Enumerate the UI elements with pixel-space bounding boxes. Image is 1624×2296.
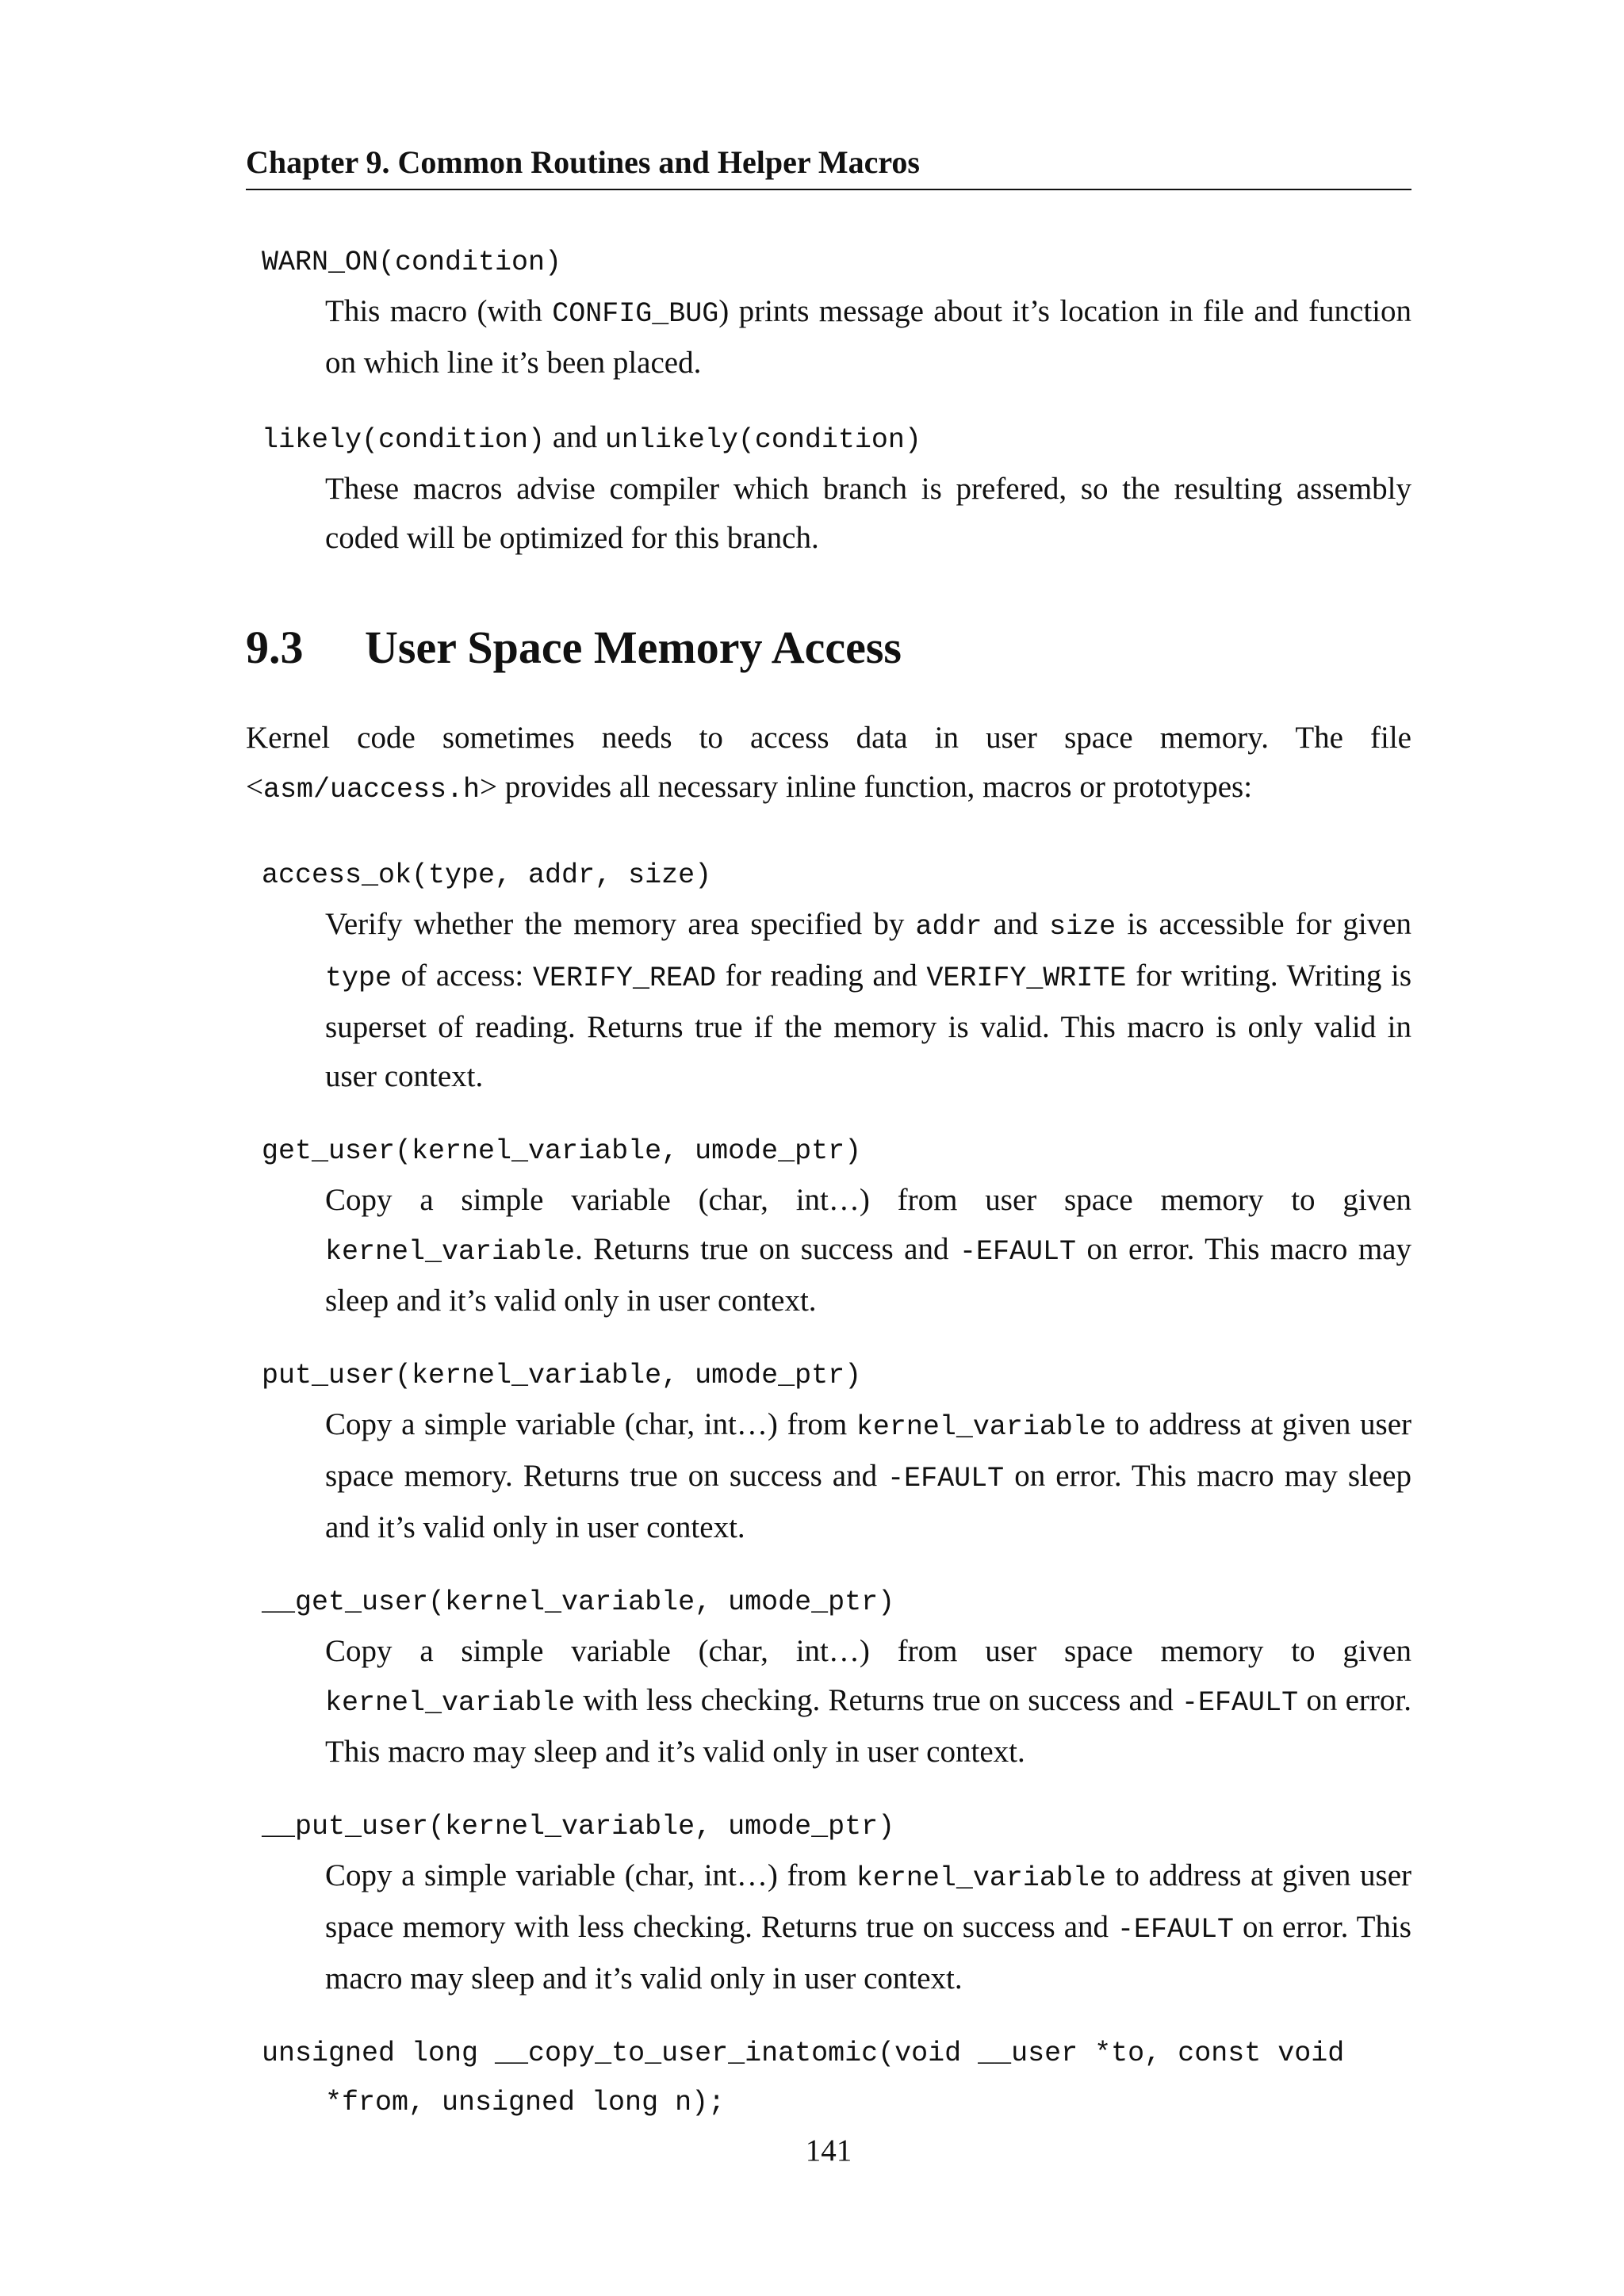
intro-paragraph xyxy=(246,714,1411,814)
function-prototype xyxy=(246,2029,1411,2127)
definition-description xyxy=(246,1176,1411,1326)
page-content xyxy=(246,238,1411,2152)
definition-description xyxy=(246,1627,1411,1777)
definition-put-user xyxy=(246,1351,1411,1552)
inline-code: -EFAULT xyxy=(1182,1687,1299,1719)
definition-term: get_user(kernel_variable, umode_ptr) xyxy=(262,1135,862,1167)
running-header: Chapter 9. Common Routines and Helper Macros xyxy=(246,143,1411,190)
desc-text: . Returns true on success and xyxy=(575,1232,959,1266)
desc-text: This macro (with xyxy=(325,294,553,328)
inline-code: -EFAULT xyxy=(1117,1914,1235,1946)
inline-code: kernel_variable xyxy=(325,1687,576,1719)
inline-code: kernel_variable xyxy=(856,1411,1106,1443)
definition-warn-on xyxy=(246,238,1411,388)
desc-text: is accessible for given xyxy=(1116,907,1411,941)
definition-description xyxy=(246,287,1411,388)
angle-bracket: < xyxy=(246,770,263,804)
desc-text: for writing. Writing is superset of reading. Returns true if the memory is valid. This macro is only valid in user context. xyxy=(325,959,1412,1093)
definition-term: WARN_ON(condition) xyxy=(262,247,562,278)
inline-code: type xyxy=(325,962,393,994)
inline-code: kernel_variable xyxy=(325,1236,576,1268)
definition-term xyxy=(246,413,1411,465)
desc-text: for reading and xyxy=(715,959,927,993)
desc-text: Copy a simple variable (char, int…) from xyxy=(325,1407,856,1441)
definition-likely-unlikely xyxy=(246,413,1411,563)
desc-text: of access: xyxy=(392,959,533,993)
intro-text: Kernel code sometimes needs to access data in user space memory. The file xyxy=(246,721,1411,755)
intro-text: provides all necessary inline function, macros or prototypes: xyxy=(497,770,1253,804)
definition-term: access_ok(type, addr, size) xyxy=(262,859,712,891)
term-code: unlikely(condition) xyxy=(604,424,921,456)
desc-text: on error. This macro may sleep and it’s valid only in user context. xyxy=(325,1459,1411,1544)
definition-term: put_user(kernel_variable, umode_ptr) xyxy=(262,1360,862,1391)
inline-code: addr xyxy=(915,911,982,943)
desc-text: on error. This macro may sleep and it’s valid only in user context. xyxy=(325,1683,1411,1769)
desc-text: and xyxy=(982,907,1050,941)
desc-text: with less checking. Returns true on success and xyxy=(575,1683,1182,1717)
header-file-code: asm/uaccess.h xyxy=(263,774,481,806)
desc-text: Verify whether the memory area specified by xyxy=(325,907,916,941)
definition-get-user xyxy=(246,1127,1411,1326)
definition-access-ok xyxy=(246,851,1411,1101)
definition-term: __put_user(kernel_variable, umode_ptr) xyxy=(262,1811,895,1843)
definition-description: These macros advise compiler which branch is prefered, so the resulting assembly coded will be optimized for this branch. xyxy=(325,472,1411,555)
inline-code: -EFAULT xyxy=(959,1236,1076,1268)
definition-description xyxy=(246,1851,1411,2003)
inline-code: VERIFY_READ xyxy=(532,962,716,994)
inline-code: -EFAULT xyxy=(887,1463,1005,1494)
prototype-line-continuation: *from, unsigned long n); xyxy=(325,2087,726,2118)
inline-code: CONFIG_BUG xyxy=(552,298,719,330)
desc-text: to address at given user space memory with less checking. Returns true on success and xyxy=(325,1858,1411,1944)
definition-description xyxy=(246,1400,1411,1552)
term-connector: and xyxy=(545,420,605,454)
section-heading xyxy=(246,620,1411,675)
desc-text: on error. This macro may sleep and it’s valid only in user context. xyxy=(325,1910,1411,1996)
desc-text: on error. This macro may sleep and it’s valid only in user context. xyxy=(325,1232,1411,1318)
desc-text: ) prints message about it’s location in file and function on which line it’s been placed. xyxy=(325,294,1411,380)
inline-code: kernel_variable xyxy=(856,1862,1106,1894)
section-number: 9.3 xyxy=(246,622,304,673)
inline-code: size xyxy=(1049,911,1116,943)
document-page xyxy=(246,0,1411,2296)
desc-text: Copy a simple variable (char, int…) from user space memory to given xyxy=(325,1634,1411,1668)
desc-text: to address at given user space memory. Returns true on success and xyxy=(325,1407,1411,1493)
angle-bracket: > xyxy=(480,770,498,804)
section-title: User Space Memory Access xyxy=(365,622,902,673)
desc-text: Copy a simple variable (char, int…) from user space memory to given xyxy=(325,1183,1411,1217)
inline-code: VERIFY_WRITE xyxy=(926,962,1127,994)
definition-underscore-put-user xyxy=(246,1802,1411,2003)
prototype-line: unsigned long __copy_to_user_inatomic(void __user *to, const void xyxy=(262,2038,1345,2069)
desc-text: Copy a simple variable (char, int…) from xyxy=(325,1858,856,1892)
definition-term: __get_user(kernel_variable, umode_ptr) xyxy=(262,1586,895,1618)
definition-description xyxy=(246,900,1411,1101)
term-code: likely(condition) xyxy=(262,424,546,456)
page-number: 141 xyxy=(805,2133,852,2168)
definition-underscore-get-user xyxy=(246,1578,1411,1777)
